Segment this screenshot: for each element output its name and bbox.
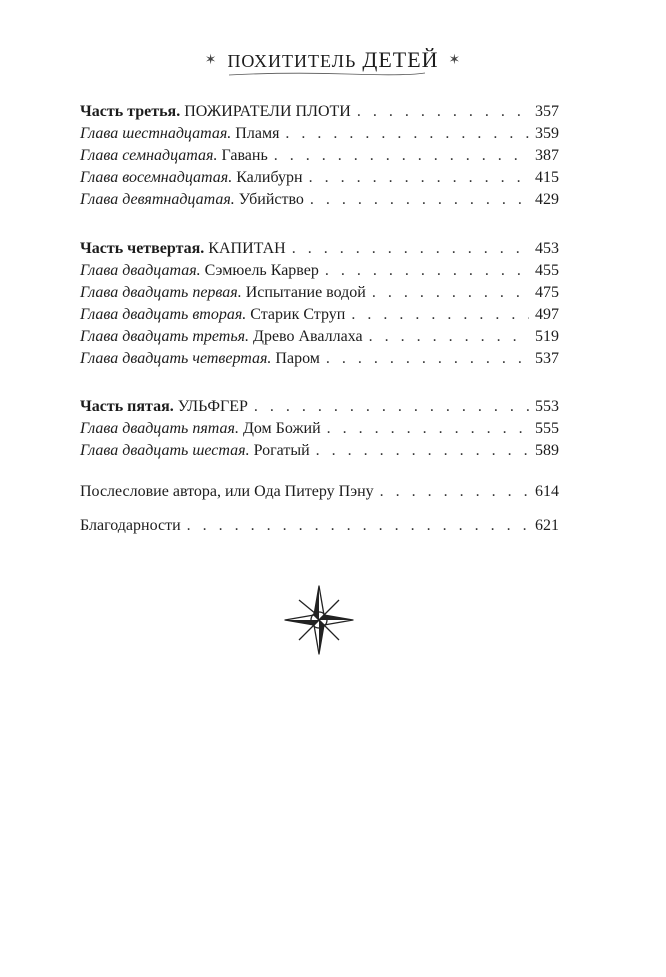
part-title: КАПИТАН	[208, 240, 286, 257]
chapter-title: Убийство	[238, 191, 304, 208]
page-number: 455	[535, 262, 559, 279]
page-number: 555	[535, 420, 559, 437]
dot-leader	[309, 167, 529, 189]
part-title: ПОЖИРАТЕЛИ ПЛОТИ	[184, 103, 351, 120]
chapter-number: Глава двадцать четвертая.	[80, 350, 272, 367]
chapter-number: Глава семнадцатая.	[80, 147, 218, 164]
dot-leader	[372, 282, 529, 304]
dot-leader	[187, 515, 529, 537]
page-number: 453	[535, 240, 559, 257]
title-flourish-icon	[227, 71, 427, 77]
toc-chapter-entry[interactable]	[80, 260, 559, 282]
dot-leader	[357, 101, 529, 123]
dot-leader	[351, 304, 529, 326]
page-number: 621	[535, 517, 559, 534]
chapter-number: Глава двадцатая.	[80, 262, 201, 279]
toc-chapter-entry[interactable]	[80, 418, 559, 440]
book-title-part1: ПОХИТИТЕЛЬ	[227, 51, 357, 71]
dot-leader	[316, 440, 529, 462]
toc-chapter-entry[interactable]	[80, 167, 559, 189]
toc-acknowledgements-entry[interactable]	[80, 515, 559, 537]
toc-chapter-entry[interactable]	[80, 145, 559, 167]
toc-chapter-entry[interactable]	[80, 282, 559, 304]
toc-chapter-entry[interactable]	[80, 440, 559, 462]
chapter-title: Паром	[275, 350, 320, 367]
page-number: 519	[535, 328, 559, 345]
page-number: 357	[535, 103, 559, 120]
toc-part-five	[80, 396, 559, 462]
star-ornament-right-icon: ✶	[448, 52, 462, 68]
chapter-title: Сэмюель Карвер	[204, 262, 319, 279]
dot-leader	[369, 326, 529, 348]
page-number: 415	[535, 169, 559, 186]
toc-chapter-entry[interactable]	[80, 304, 559, 326]
dot-leader	[254, 396, 529, 418]
dot-leader	[325, 260, 529, 282]
dot-leader	[326, 348, 529, 370]
toc-part-heading[interactable]	[80, 238, 559, 260]
chapter-title: Гавань	[221, 147, 268, 164]
chapter-number: Глава девятнадцатая.	[80, 191, 235, 208]
chapter-number: Глава двадцать шестая.	[80, 442, 250, 459]
running-header	[0, 47, 666, 73]
chapter-number: Глава шестнадцатая.	[80, 125, 232, 142]
chapter-title: Калибурн	[236, 169, 303, 186]
dot-leader	[310, 189, 529, 211]
book-title-part2: ДЕТЕЙ	[362, 47, 439, 72]
chapter-number: Глава восемнадцатая.	[80, 169, 233, 186]
part-number: Часть четвертая.	[80, 240, 205, 257]
toc-acknowledgements	[80, 515, 559, 537]
page-number: 537	[535, 350, 559, 367]
toc-part-four	[80, 238, 559, 370]
page-number: 429	[535, 191, 559, 208]
chapter-title: Испытание водой	[245, 284, 366, 301]
toc-part-heading[interactable]	[80, 101, 559, 123]
part-number: Часть пятая.	[80, 398, 174, 415]
toc-part-heading[interactable]	[80, 396, 559, 418]
part-number: Часть третья.	[80, 103, 181, 120]
compass-rose-icon	[283, 584, 355, 656]
toc-chapter-entry[interactable]	[80, 326, 559, 348]
page-number: 553	[535, 398, 559, 415]
chapter-title: Древо Аваллаха	[253, 328, 363, 345]
toc-afterword-entry[interactable]	[80, 481, 559, 503]
page-number: 387	[535, 147, 559, 164]
toc-afterword	[80, 481, 559, 503]
toc-chapter-entry[interactable]	[80, 348, 559, 370]
page-number: 589	[535, 442, 559, 459]
star-ornament-left-icon: ✶	[204, 52, 218, 68]
page-number: 497	[535, 306, 559, 323]
toc-part-three	[80, 101, 559, 211]
acknowledgements-title: Благодарности	[80, 517, 181, 534]
chapter-number: Глава двадцать пятая.	[80, 420, 239, 437]
part-title: УЛЬФГЕР	[177, 398, 248, 415]
dot-leader	[327, 418, 529, 440]
dot-leader	[292, 238, 529, 260]
chapter-title: Пламя	[235, 125, 280, 142]
page-number: 475	[535, 284, 559, 301]
chapter-number: Глава двадцать вторая.	[80, 306, 247, 323]
chapter-number: Глава двадцать третья.	[80, 328, 250, 345]
toc-chapter-entry[interactable]	[80, 189, 559, 211]
chapter-title: Дом Божий	[242, 420, 321, 437]
chapter-title: Рогатый	[253, 442, 310, 459]
chapter-title: Старик Струп	[250, 306, 346, 323]
toc-chapter-entry[interactable]	[80, 123, 559, 145]
afterword-title: Послесловие автора, или Ода Питеру Пэну	[80, 483, 374, 500]
book-title	[227, 47, 438, 73]
page-number: 614	[535, 483, 559, 500]
chapter-number: Глава двадцать первая.	[80, 284, 242, 301]
dot-leader	[274, 145, 529, 167]
page-number: 359	[535, 125, 559, 142]
dot-leader	[380, 481, 529, 503]
dot-leader	[285, 123, 529, 145]
